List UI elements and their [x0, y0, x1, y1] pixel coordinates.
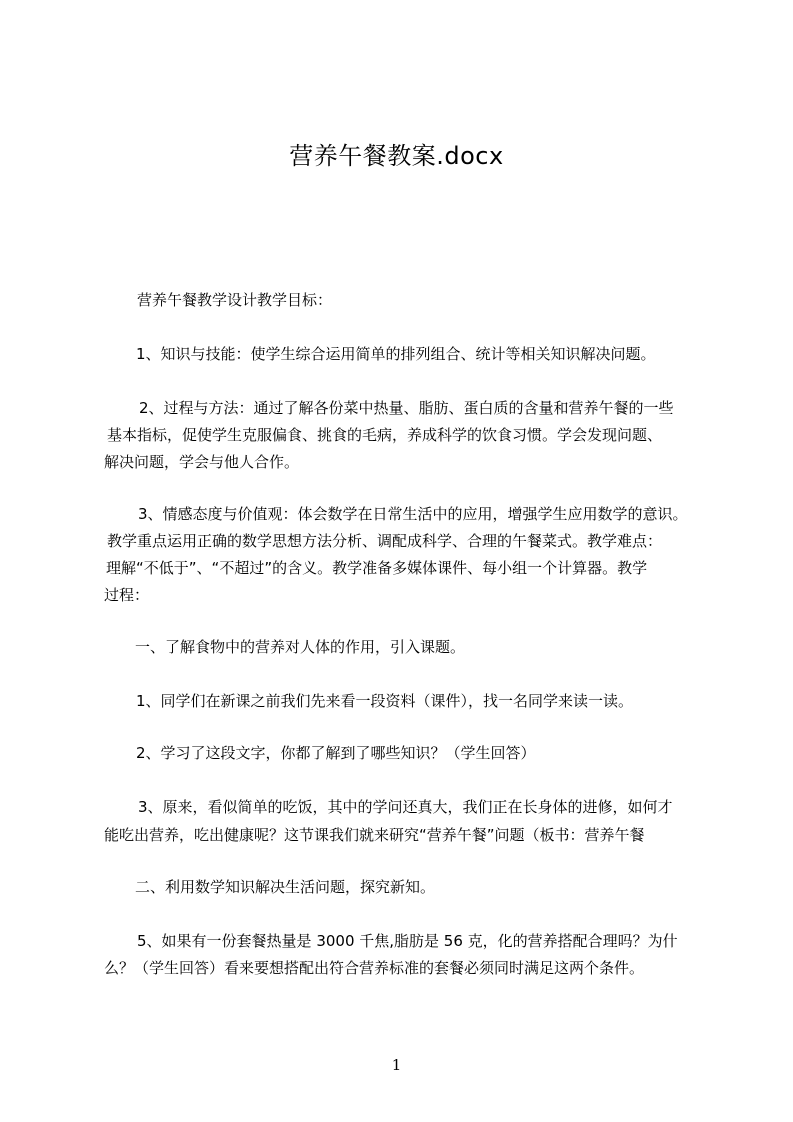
paragraph-line: 教学重点运用正确的数学思想方法分析、调配成科学、合理的午餐菜式。教学难点： — [107, 532, 663, 550]
paragraph-line: 5、如果有一份套餐热量是 3000 千焦,脂肪是 56 克，化的营养搭配合理吗？为什 — [137, 932, 678, 950]
paragraph-line: 二、利用数学知识解决生活问题，探究新知。 — [135, 878, 436, 896]
paragraph-line: 一、了解食物中的营养对人体的作用，引入课题。 — [135, 638, 466, 656]
document-title: 营养午餐教案.docx — [289, 142, 504, 170]
paragraph-line: 1、同学们在新课之前我们先来看一段资料（课件），找一名同学来读一读。 — [136, 692, 634, 710]
paragraph-line: 过程： — [104, 586, 150, 604]
paragraph-line: 理解“不低于”、“不超过”的含义。教学准备多媒体课件、每小组一个计算器。教学 — [106, 559, 648, 577]
paragraph-line: 解决问题，学会与他人合作。 — [104, 453, 300, 471]
paragraph-line: 1、知识与技能：使学生综合运用简单的排列组合、统计等相关知识解决问题。 — [136, 345, 656, 363]
paragraph-line: 2、过程与方法：通过了解各份菜中热量、脂肪、蛋白质的含量和营养午餐的一些 — [139, 399, 674, 417]
paragraph-line: 营养午餐教学设计教学目标： — [137, 291, 333, 309]
paragraph-line: 2、学习了这段文字，你都了解到了哪些知识？（学生回答） — [136, 744, 536, 762]
paragraph-line: 3、情感态度与价值观：体会数学在日常生活中的应用，增强学生应用数学的意识。 — [138, 505, 688, 523]
paragraph-line: 能吃出营养，吃出健康呢？这节课我们就来研究“营养午餐”问题（板书：营养午餐 — [104, 826, 645, 844]
page-number: 1 — [391, 1056, 402, 1074]
paragraph-line: 基本指标，促使学生克服偏食、挑食的毛病，养成科学的饮食习惯。学会发现问题、 — [107, 426, 663, 444]
paragraph-line: 3、原来，看似简单的吃饭，其中的学问还真大，我们正在长身体的进修，如何才 — [138, 798, 673, 816]
paragraph-line: 么？（学生回答）看来要想搭配出符合营养标准的套餐必须同时满足这两个条件。 — [104, 959, 645, 977]
